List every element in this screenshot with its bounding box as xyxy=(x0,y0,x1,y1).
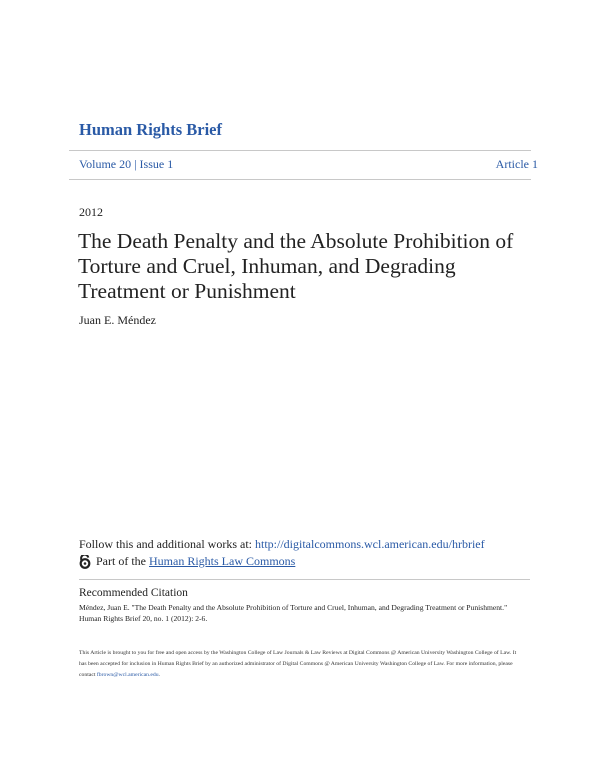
contact-email-link[interactable]: fbrown@wcl.american.edu xyxy=(96,672,159,678)
issue-link[interactable]: Issue 1 xyxy=(139,157,174,171)
recommended-citation-heading: Recommended Citation xyxy=(79,587,188,599)
volume-issue xyxy=(79,157,173,172)
follow-prefix: Follow this and additional works at: xyxy=(79,537,255,551)
part-of-prefix: Part of the xyxy=(96,554,146,568)
notice-text: This Article is brought to you for free and open access by the Washington College of Law Journals & Law Reviews at Digital Commons @ American University Washington College of Law. It has been accepted for inclusion in Human Rights Brief by an authorized administrator of Digital Commons @ American University Washington College of Law. For more information, please contact xyxy=(79,650,517,678)
issue-separator: | xyxy=(134,157,137,171)
citation-divider xyxy=(79,579,530,580)
follow-line xyxy=(79,537,485,552)
volume-link[interactable]: Volume 20 xyxy=(79,157,132,171)
follow-url-link[interactable]: http://digitalcommons.wcl.american.edu/hrbrief xyxy=(255,537,485,551)
issue-divider xyxy=(69,179,531,180)
citation-text: Méndez, Juan E. "The Death Penalty and the Absolute Prohibition of Torture and Cruel, Inhuman, and Degrading Treatment or Punishment." Human Rights Brief 20, no. 1 (2012): 2-6. xyxy=(79,603,508,623)
human-rights-law-commons-link[interactable]: Human Rights Law Commons xyxy=(149,554,296,568)
open-access-icon xyxy=(79,555,91,569)
notice-end: . xyxy=(158,672,161,678)
article-title: The Death Penalty and the Absolute Prohibition of Torture and Cruel, Inhuman, and Degrading Treatment or Punishment xyxy=(78,229,514,303)
author-name: Juan E. Méndez xyxy=(79,313,156,327)
issue-row xyxy=(79,157,538,172)
article-number[interactable]: Article 1 xyxy=(495,157,538,171)
journal-title-link[interactable]: Human Rights Brief xyxy=(79,120,223,139)
access-notice xyxy=(79,648,525,681)
part-of-line xyxy=(79,554,295,569)
publication-year: 2012 xyxy=(79,205,103,219)
top-divider xyxy=(69,150,531,151)
